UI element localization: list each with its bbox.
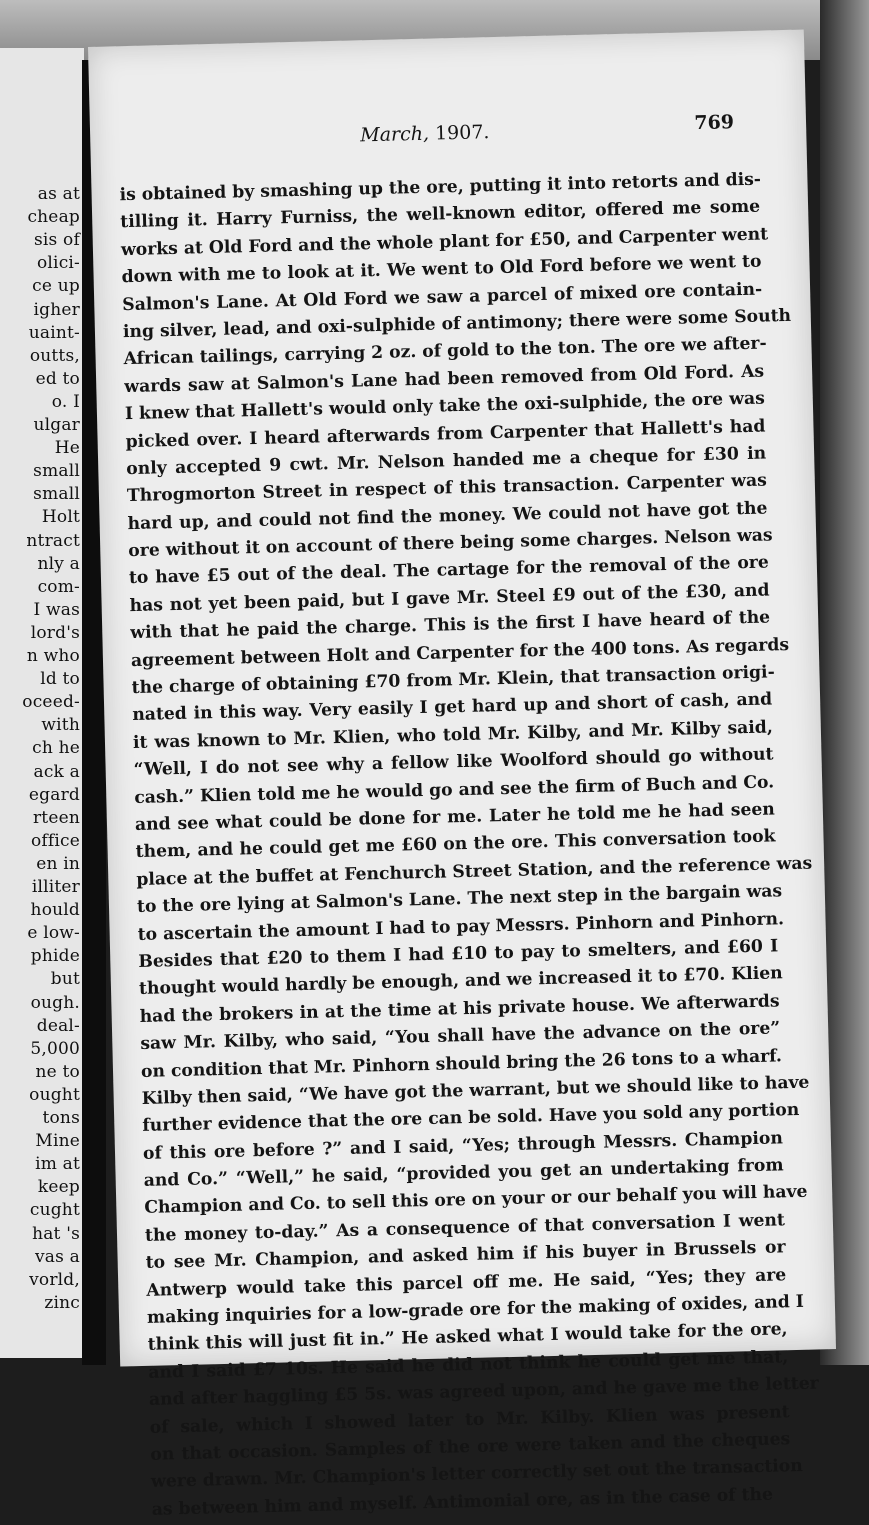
text-line: to have £5 out of the deal. The cartage for the removal of the ore	[128, 552, 770, 589]
left-page-line: ch he	[32, 738, 80, 759]
left-page-line: outts,	[29, 345, 80, 366]
text-line: ore without it on account of there being some charges. Nelson was	[128, 525, 773, 562]
left-page-line: o. I	[51, 391, 80, 412]
left-page-line: small	[33, 484, 80, 505]
text-line: nated in this way. Very easily I get hard up and short of cash, and	[132, 689, 773, 726]
left-page-line: com-	[37, 576, 80, 597]
left-page-line: lord's	[30, 622, 80, 643]
left-page-line: vorld,	[29, 1269, 80, 1290]
text-line: to see Mr. Champion, and asked him if his buyer in Brussels or	[145, 1237, 786, 1274]
left-page-line: but	[50, 969, 80, 990]
left-page-line: ack a	[33, 761, 80, 782]
left-page-line: as at	[37, 184, 80, 204]
text-line: “Well, I do not see why a fellow like Woolford should go without	[133, 744, 774, 781]
text-line: on condition that Mr. Pinhorn should bring the 26 tons to a wharf.	[140, 1045, 783, 1082]
left-page-line: cheap	[27, 207, 80, 228]
text-line: ing silver, lead, and oxi-sulphide of antimony; there were some South	[122, 305, 792, 343]
text-line: works at Old Ford and the whole plant for £50, and Carpenter went	[120, 224, 769, 260]
left-page-line: im at	[35, 1154, 80, 1175]
left-page-line: ne to	[35, 1061, 80, 1082]
left-page-line: He	[54, 438, 80, 459]
text-line: the charge of obtaining £70 from Mr. Klein, that transaction origi-	[131, 662, 775, 699]
left-page-line: vas a	[34, 1246, 80, 1267]
text-line: agreement between Holt and Carpenter for the 400 tons. As regards	[130, 634, 790, 671]
text-line: and I said £7 10s. He said he did not think he could get me that,	[148, 1347, 789, 1383]
text-line: of this ore before ?” and I said, “Yes; through Messrs. Champion	[142, 1127, 784, 1164]
left-page-line: zinc	[44, 1292, 80, 1313]
left-page-line: phide	[30, 946, 80, 967]
text-line: Salmon's Lane. At Old Ford we saw a parcel of mixed ore contain-	[122, 279, 763, 315]
left-page-line: ntract	[26, 530, 80, 551]
text-line: place at the buffet at Fenchurch Street Station, and the reference was	[136, 853, 813, 890]
text-line: only accepted 9 cwt. Mr. Nelson handed me a cheque for £30 in	[126, 443, 767, 480]
left-page-line: cught	[29, 1200, 80, 1221]
text-line: Champion and Co. to sell this ore on your or our behalf you will have	[144, 1182, 808, 1219]
left-page-line: oceed-	[22, 692, 80, 713]
left-page-line: keep	[37, 1177, 80, 1198]
left-page-line: 5,000	[30, 1038, 80, 1059]
text-line: were drawn. Mr. Champion's letter correctly set out the transaction	[150, 1456, 803, 1493]
text-line: to the ore lying at Salmon's Lane. The next step in the bargain was	[136, 881, 783, 918]
left-page-line: illiter	[31, 877, 80, 897]
left-page-line: ought	[29, 1084, 80, 1105]
left-page-line: with	[41, 715, 80, 736]
text-line: and after haggling £5 5s. was agreed upon, and he gave me the letter	[148, 1373, 819, 1411]
left-page-line: e low-	[27, 923, 80, 944]
text-line: African tailings, carrying 2 oz. of gold to the ton. The ore we after-	[123, 333, 767, 370]
left-page-line: deal-	[36, 1015, 80, 1036]
book-page	[88, 29, 836, 1520]
text-line: wards saw at Salmon's Lane had been removed from Old Ford. As	[124, 361, 765, 397]
text-line: cash.” Klien told me he would go and see the firm of Buch and Co.	[134, 771, 775, 808]
text-line: down with me to look at it. We went to Old Ford before we went to	[121, 251, 762, 288]
left-page-line: en in	[36, 853, 80, 874]
text-line: tilling it. Harry Furniss, the well-known editor, offered me some	[120, 196, 761, 233]
left-page-line: olici-	[36, 253, 80, 274]
left-page-line: Holt	[41, 507, 80, 528]
left-page-line: sis of	[33, 230, 80, 251]
header-date: March, 1907.	[359, 121, 490, 147]
left-page-line: hat 's	[32, 1223, 80, 1244]
text-line: making inquiries for a low-grade ore for the making of oxides, and I	[146, 1291, 805, 1328]
text-line: it was known to Mr. Klien, who told Mr. Kilby, and Mr. Kilby said,	[132, 717, 774, 753]
text-line: has not yet been paid, but I gave Mr. Steel £9 out of the £30, and	[129, 580, 770, 616]
text-line: and see what could be done for me. Later he told me he had seen	[134, 799, 776, 836]
left-page-line: ulgar	[33, 415, 80, 435]
left-page-line: nly a	[37, 553, 80, 574]
left-page-line: small	[33, 461, 80, 482]
left-page-line: igher	[33, 299, 80, 320]
left-page-line: ough.	[30, 992, 80, 1013]
running-header	[90, 113, 807, 160]
left-page-line: Mine	[35, 1131, 80, 1152]
text-line: picked over. I heard afterwards from Carpenter that Hallett's had	[125, 416, 766, 452]
text-line: of sale, which I showed later to Mr. Kilby. Klien was present	[149, 1401, 790, 1438]
left-page-line: rteen	[32, 807, 80, 828]
text-line: Kilby then said, “We have got the warrant, but we should like to have	[141, 1072, 810, 1109]
text-line: with that he paid the charge. This is the first I have heard of the	[130, 607, 771, 644]
left-page-line: tons	[42, 1108, 80, 1128]
left-page-line: ce up	[32, 276, 80, 297]
text-line: as between him and myself. Antimonial ore, as in the case of the	[151, 1484, 774, 1520]
text-line: think this will just fit in.” He asked what I would take for the ore,	[147, 1319, 788, 1356]
text-line: thought would hardly be enough, and we increased it to £70. Klien	[138, 963, 783, 1000]
left-page-line: ed to	[35, 368, 80, 389]
left-page-line: office	[30, 830, 80, 851]
text-line: is obtained by smashing up the ore, putting it into retorts and dis-	[119, 169, 762, 206]
text-line: to ascertain the amount I had to pay Messrs. Pinhorn and Pinhorn.	[137, 908, 785, 945]
text-line: on that occasion. Samples of the ore were taken and the cheques	[150, 1429, 791, 1465]
page-number: 769	[694, 111, 735, 135]
text-line: the money to-day.” As a consequence of that conversation I went	[144, 1210, 786, 1246]
left-page-line: n who	[26, 646, 80, 666]
text-line: further evidence that the ore can be sold. Have you sold any portion	[142, 1100, 800, 1137]
text-line: saw Mr. Kilby, who said, “You shall have the advance on the ore”	[140, 1018, 781, 1055]
text-line: had the brokers in at the time at his private house. We afterwards	[139, 991, 780, 1027]
text-line: Besides that £20 to them I had £10 to pay to smelters, and £60 I	[138, 936, 779, 972]
left-page-line: hould	[30, 900, 80, 921]
left-page-fragment	[0, 48, 84, 1358]
left-page-line: egard	[28, 784, 80, 805]
text-line: them, and he could get me £60 on the ore. This conversation took	[135, 826, 776, 863]
left-page-line: ld to	[40, 669, 80, 690]
text-line: Antwerp would take this parcel off me. He said, “Yes; they are	[146, 1264, 787, 1301]
left-page-line: I was	[33, 599, 80, 620]
text-line: and Co.” “Well,” he said, “provided you get an undertaking from	[143, 1155, 784, 1191]
left-page-line: uaint-	[28, 322, 80, 343]
body-text	[119, 167, 819, 1524]
text-line: hard up, and could not find the money. We could not have got the	[127, 498, 768, 534]
text-line: I knew that Hallett's would only take the oxi-sulphide, the ore was	[124, 388, 766, 425]
text-line: Throgmorton Street in respect of this transaction. Carpenter was	[126, 470, 768, 507]
